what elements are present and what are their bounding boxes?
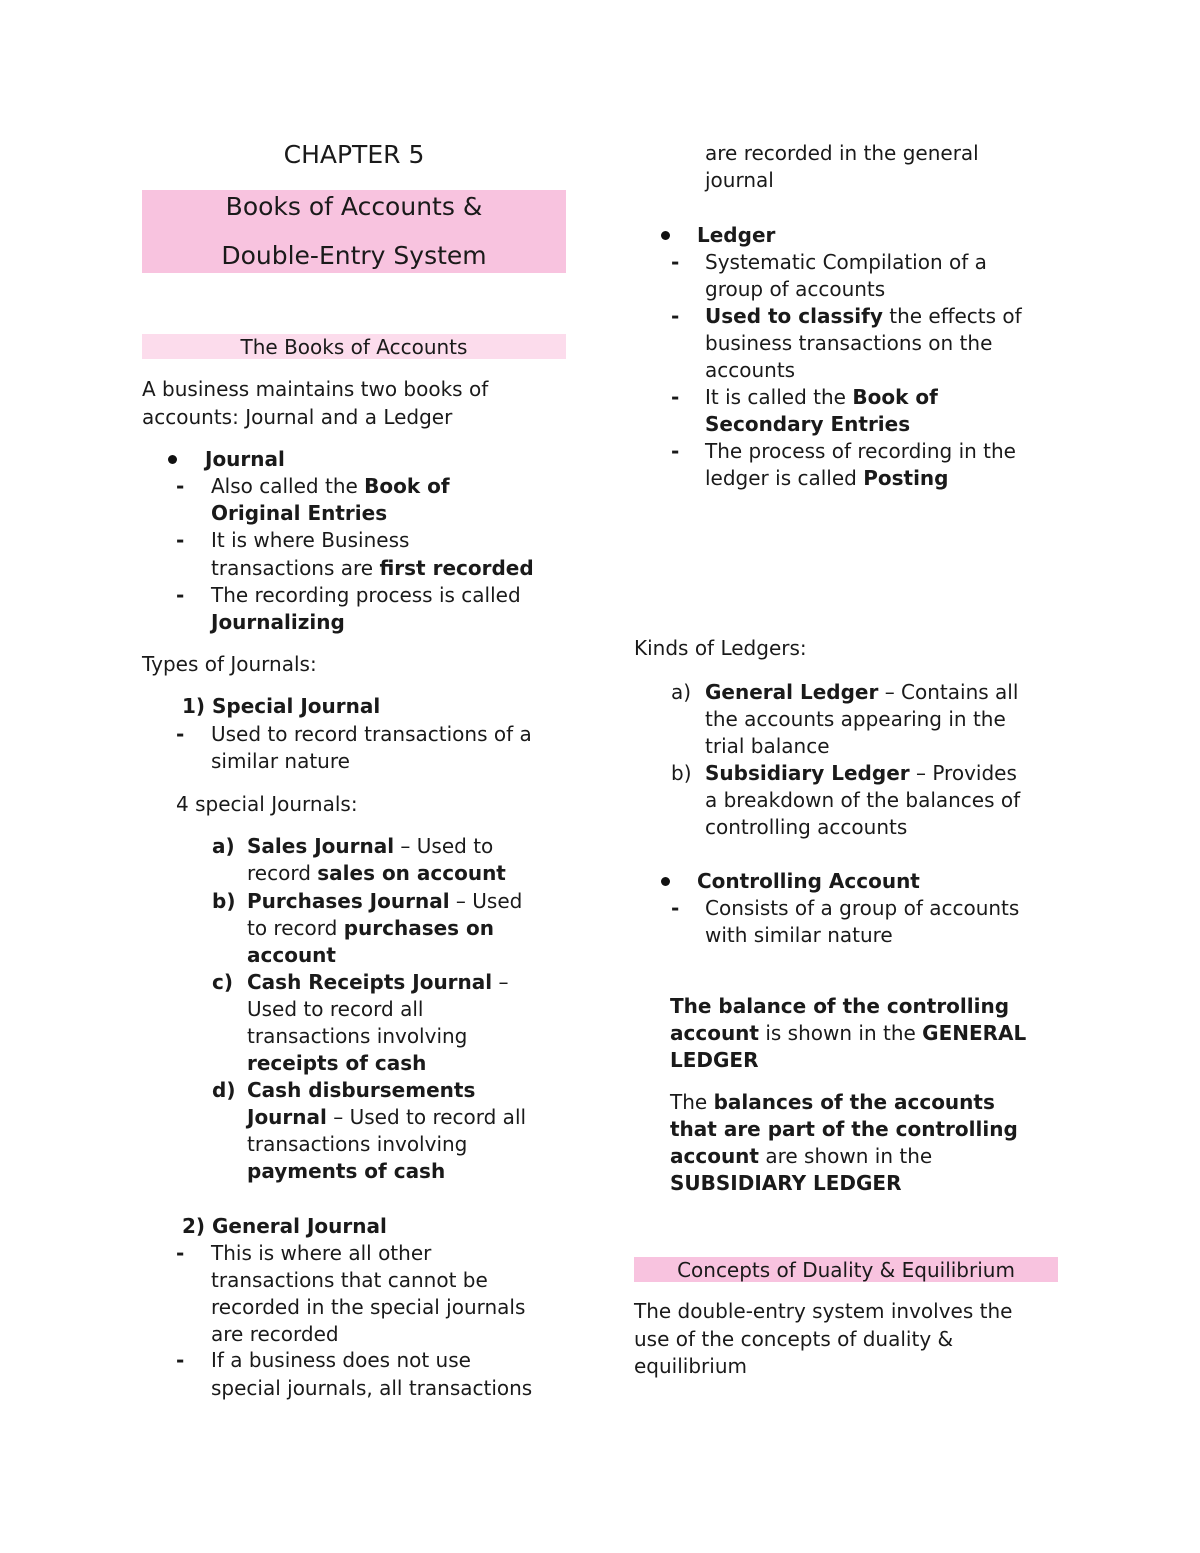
dash-icon: -: [176, 722, 185, 746]
journal-detail: Journalizing: [211, 610, 345, 634]
list-item: Journal – Used to record all: [247, 1105, 527, 1129]
list-item: Subsidiary Ledger – Provides: [705, 761, 1017, 785]
ledger-detail: The process of recording in the: [705, 439, 1016, 463]
duality-text: equilibrium: [634, 1354, 747, 1378]
dash-icon: -: [176, 1241, 185, 1265]
kinds-of-ledgers-label: Kinds of Ledgers:: [634, 636, 807, 660]
ledger-detail: accounts: [705, 358, 796, 382]
list-marker: a): [212, 834, 235, 858]
bullet-icon: [168, 455, 177, 464]
note-text: that are part of the controlling: [670, 1117, 1018, 1141]
controlling-account-detail: Consists of a group of accounts: [705, 896, 1020, 920]
general-journal-detail: This is where all other: [211, 1241, 432, 1265]
note-text: LEDGER: [670, 1048, 759, 1072]
ledger-label: Ledger: [697, 223, 776, 247]
list-item: account: [247, 943, 336, 967]
journal-detail: It is where Business: [211, 528, 410, 552]
journal-detail: The recording process is called: [211, 583, 521, 607]
list-item: a breakdown of the balances of: [705, 788, 1021, 812]
dash-icon: -: [671, 385, 680, 409]
journal-detail: Original Entries: [211, 501, 388, 525]
list-marker: b): [671, 761, 692, 785]
special-journal-detail: similar nature: [211, 749, 350, 773]
note-text: account are shown in the: [670, 1144, 933, 1168]
ledger-detail: It is called the Book of: [705, 385, 938, 409]
general-journal-detail: are recorded: [211, 1322, 339, 1346]
duality-text: The double-entry system involves the: [634, 1299, 1013, 1323]
banner-line-1: Books of Accounts &: [225, 192, 483, 221]
general-journal-detail: special journals, all transactions: [211, 1376, 533, 1400]
list-item: General Ledger – Contains all: [705, 680, 1019, 704]
dash-icon: -: [176, 528, 185, 552]
list-item: Used to record all: [247, 997, 424, 1021]
controlling-account-label: Controlling Account: [697, 869, 920, 893]
general-journal-detail: transactions that cannot be: [211, 1268, 488, 1292]
journal-label: Journal: [205, 447, 285, 471]
duality-text: use of the concepts of duality &: [634, 1327, 954, 1351]
intro-text: A business maintains two books of: [142, 377, 489, 401]
section-heading-books: The Books of Accounts: [142, 334, 566, 359]
list-item: receipts of cash: [247, 1051, 427, 1075]
list-item: Cash disbursements: [247, 1078, 476, 1102]
banner-line-2: Double-Entry System: [221, 241, 487, 270]
chapter-heading: CHAPTER 5: [283, 140, 425, 169]
ledger-detail: Secondary Entries: [705, 412, 911, 436]
journal-detail: transactions are first recorded: [211, 556, 534, 580]
note-text: The balance of the controlling: [670, 994, 1010, 1018]
list-item: record sales on account: [247, 861, 506, 885]
list-item: trial balance: [705, 734, 830, 758]
ledger-detail: ledger is called Posting: [705, 466, 949, 490]
special-journal-heading: 1) Special Journal: [182, 694, 381, 718]
general-journal-heading: 2) General Journal: [182, 1214, 387, 1238]
special-journals-count: 4 special Journals:: [176, 792, 358, 816]
general-journal-detail: If a business does not use: [211, 1348, 471, 1372]
dash-icon: -: [176, 583, 185, 607]
list-item: to record purchases on: [247, 916, 495, 940]
special-journal-detail: Used to record transactions of a: [211, 722, 532, 746]
section-heading-duality: Concepts of Duality & Equilibrium: [634, 1257, 1058, 1282]
list-item: transactions involving: [247, 1132, 468, 1156]
continued-text: journal: [705, 168, 774, 192]
intro-text: accounts: Journal and a Ledger: [142, 405, 453, 429]
list-marker: c): [212, 970, 233, 994]
list-marker: a): [671, 680, 692, 704]
list-marker: d): [212, 1078, 236, 1102]
dash-icon: -: [176, 474, 185, 498]
note-text: The balances of the accounts: [670, 1090, 995, 1114]
controlling-account-detail: with similar nature: [705, 923, 893, 947]
dash-icon: -: [671, 439, 680, 463]
list-item: payments of cash: [247, 1159, 446, 1183]
chapter-title-banner: [142, 190, 566, 273]
bullet-icon: [661, 877, 670, 886]
dash-icon: -: [671, 896, 680, 920]
dash-icon: -: [671, 250, 680, 274]
ledger-detail: Systematic Compilation of a: [705, 250, 987, 274]
list-item: transactions involving: [247, 1024, 468, 1048]
list-item: controlling accounts: [705, 815, 908, 839]
bullet-icon: [661, 231, 670, 240]
journal-detail: Also called the Book of: [211, 474, 450, 498]
list-item: the accounts appearing in the: [705, 707, 1006, 731]
types-of-journals-label: Types of Journals:: [142, 652, 317, 676]
list-item: Sales Journal – Used to: [247, 834, 494, 858]
note-text: account is shown in the GENERAL: [670, 1021, 1027, 1045]
ledger-detail: group of accounts: [705, 277, 886, 301]
list-item: Purchases Journal – Used: [247, 889, 523, 913]
general-journal-detail: recorded in the special journals: [211, 1295, 526, 1319]
list-item: Cash Receipts Journal –: [247, 970, 509, 994]
dash-icon: -: [671, 304, 680, 328]
list-marker: b): [212, 889, 236, 913]
ledger-detail: Used to classify the effects of: [705, 304, 1022, 328]
dash-icon: -: [176, 1348, 185, 1372]
note-text: SUBSIDIARY LEDGER: [670, 1171, 902, 1195]
ledger-detail: business transactions on the: [705, 331, 993, 355]
continued-text: are recorded in the general: [705, 141, 979, 165]
